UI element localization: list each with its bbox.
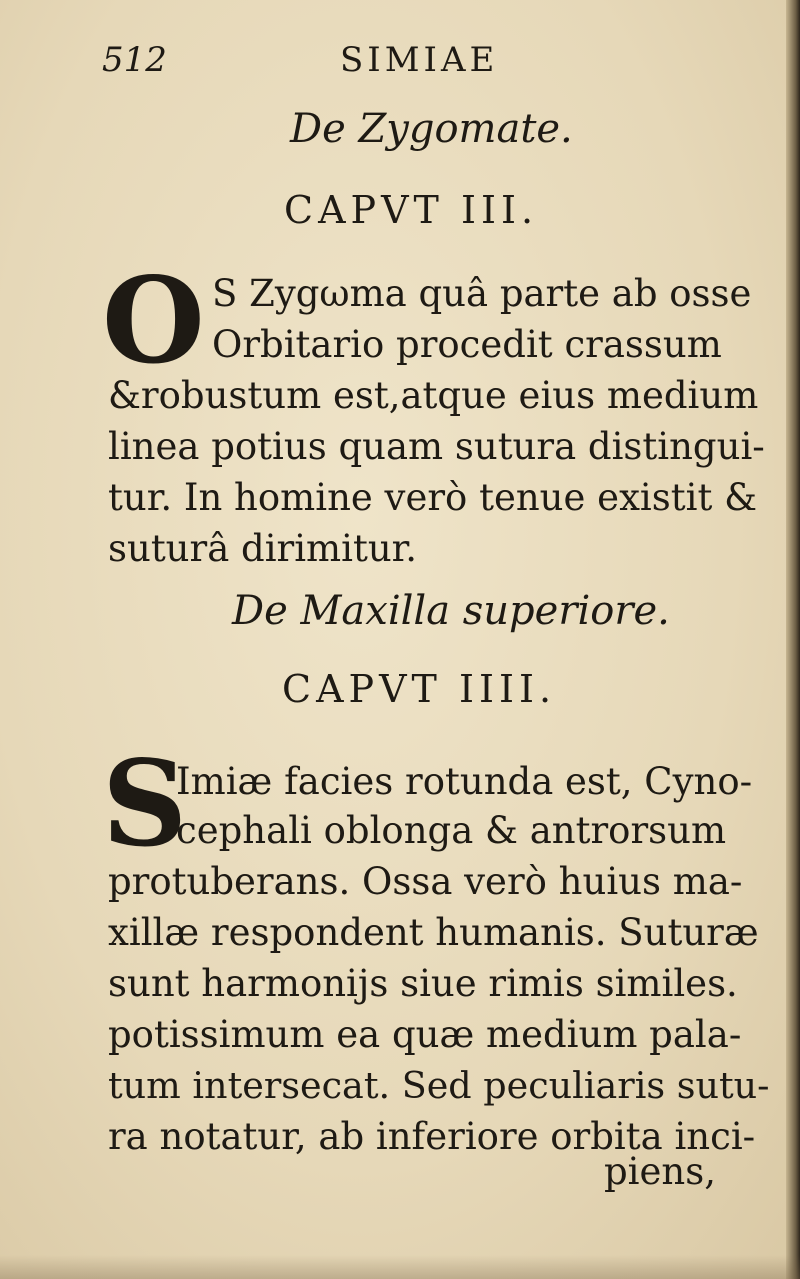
catchword: piens, xyxy=(604,1150,716,1193)
drop-cap-o: O xyxy=(102,251,205,390)
text-line: Orbitario procedit crassum xyxy=(212,323,722,366)
text-line: potissimum ea quæ medium pala- xyxy=(108,1013,742,1056)
text-line: protuberans. Ossa verò huius ma- xyxy=(108,860,743,903)
text-line: tum intersecat. Sed peculiaris sutu- xyxy=(108,1064,770,1107)
page-bottom-shadow xyxy=(0,1255,800,1279)
page-edge-shadow xyxy=(786,0,800,1279)
text-line: tur. In homine verò tenue existit & xyxy=(108,476,758,519)
section-subtitle-maxilla: De Maxilla superiore. xyxy=(232,588,670,634)
text-line: sunt harmonijs siue rimis similes. xyxy=(108,962,738,1005)
text-line: cephali oblonga & antrorsum xyxy=(176,809,727,852)
page-number: 512 xyxy=(102,40,167,80)
section-subtitle-zygomate: De Zygomate. xyxy=(290,106,573,152)
running-title: SIMIAE xyxy=(340,40,499,80)
text-line: xillæ respondent humanis. Suturæ xyxy=(108,911,759,954)
text-line: ra notatur, ab inferiore orbita inci- xyxy=(108,1115,756,1158)
text-line: &robustum est,atque eius medium xyxy=(108,374,759,417)
chapter-heading-iiii: CAPVT IIII. xyxy=(282,667,557,711)
text-line: linea potius quam sutura distingui- xyxy=(108,425,765,468)
drop-cap-s: S xyxy=(102,734,188,873)
text-line: Imiæ facies rotunda est, Cyno- xyxy=(176,760,753,803)
text-line: S Zygωma quâ parte ab osse xyxy=(212,272,752,315)
text-line: suturâ dirimitur. xyxy=(108,527,418,570)
chapter-heading-iii: CAPVT III. xyxy=(284,188,539,232)
